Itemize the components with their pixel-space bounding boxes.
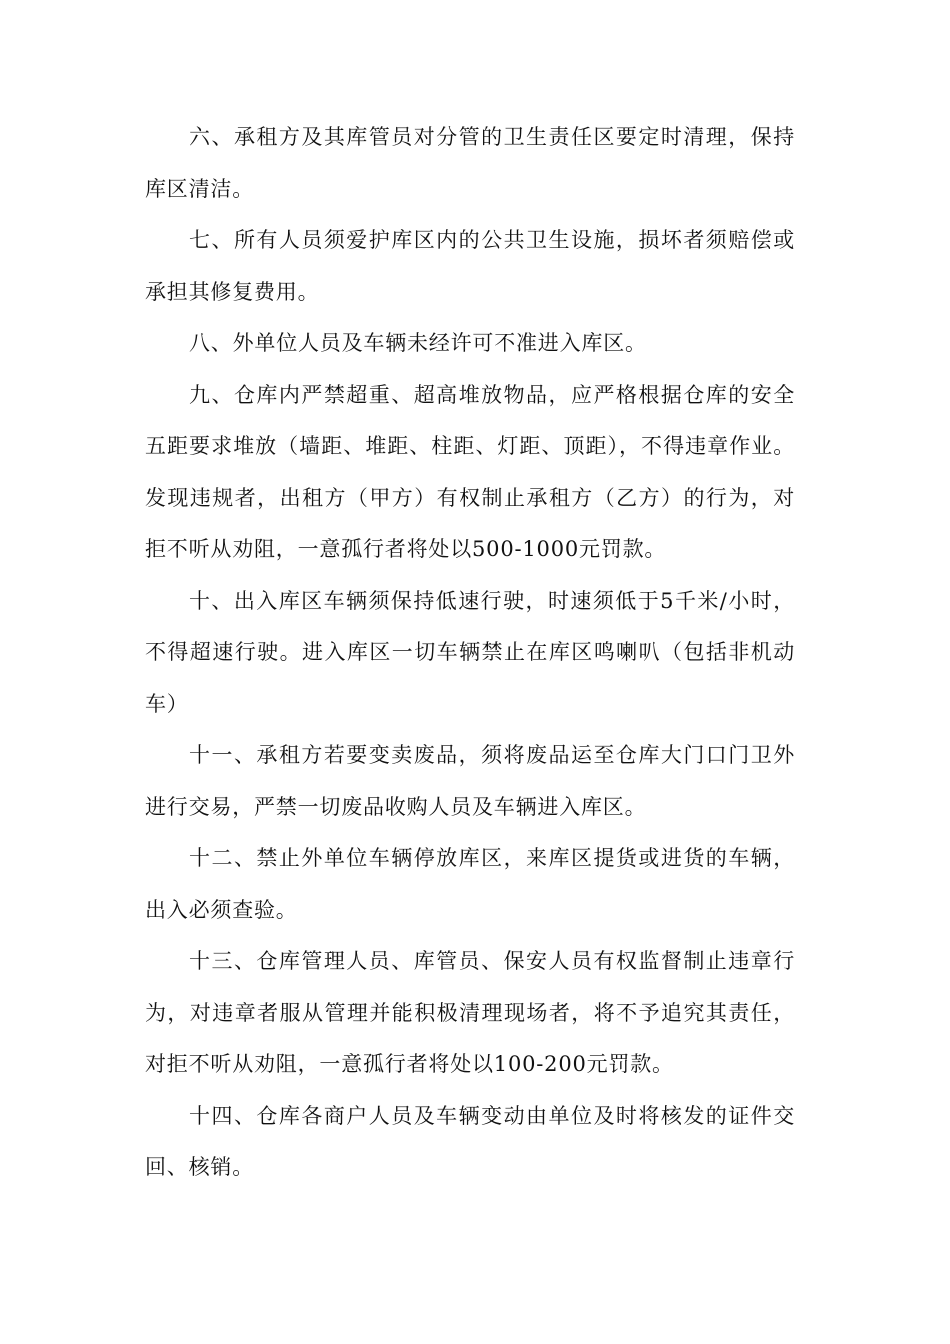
paragraph-8: 八、外单位人员及车辆未经许可不准进入库区。 — [189, 331, 647, 355]
paragraph-7: 七、所有人员须爱护库区内的公共卫生设施，损坏者须赔偿或承担其修复费用。 — [145, 228, 795, 304]
paragraph-13: 十三、仓库管理人员、库管员、保安人员有权监督制止违章行为，对违章者服从管理并能积极清理现场者，将不予追究其责任，对拒不听从劝阻，一意孤行者将处以100-200元罚款。 — [145, 949, 795, 1076]
paragraph-10: 十、出入库区车辆须保持低速行驶，时速须低于5千米/小时，不得超速行驶。进入库区一切车辆禁止在库区鸣喇叭（包括非机动车） — [145, 588, 795, 716]
document-body — [145, 112, 795, 1194]
paragraph-12: 十二、禁止外单位车辆停放库区，来库区提货或进货的车辆，出入必须查验。 — [145, 846, 795, 922]
paragraph-11: 十一、承租方若要变卖废品，须将废品运至仓库大门口门卫外进行交易，严禁一切废品收购人员及车辆进入库区。 — [145, 743, 795, 819]
paragraph-6: 六、承租方及其库管员对分管的卫生责任区要定时清理，保持库区清洁。 — [145, 125, 795, 201]
paragraph-14: 十四、仓库各商户人员及车辆变动由单位及时将核发的证件交回、核销。 — [145, 1103, 795, 1179]
paragraph-9: 九、仓库内严禁超重、超高堆放物品，应严格根据仓库的安全五距要求堆放（墙距、堆距、柱距、灯距、顶距），不得违章作业。发现违规者，出租方（甲方）有权制止承租方（乙方）的行为，对拒不听从劝阻，一意孤行者将处以500-1000元罚款。 — [145, 382, 795, 561]
